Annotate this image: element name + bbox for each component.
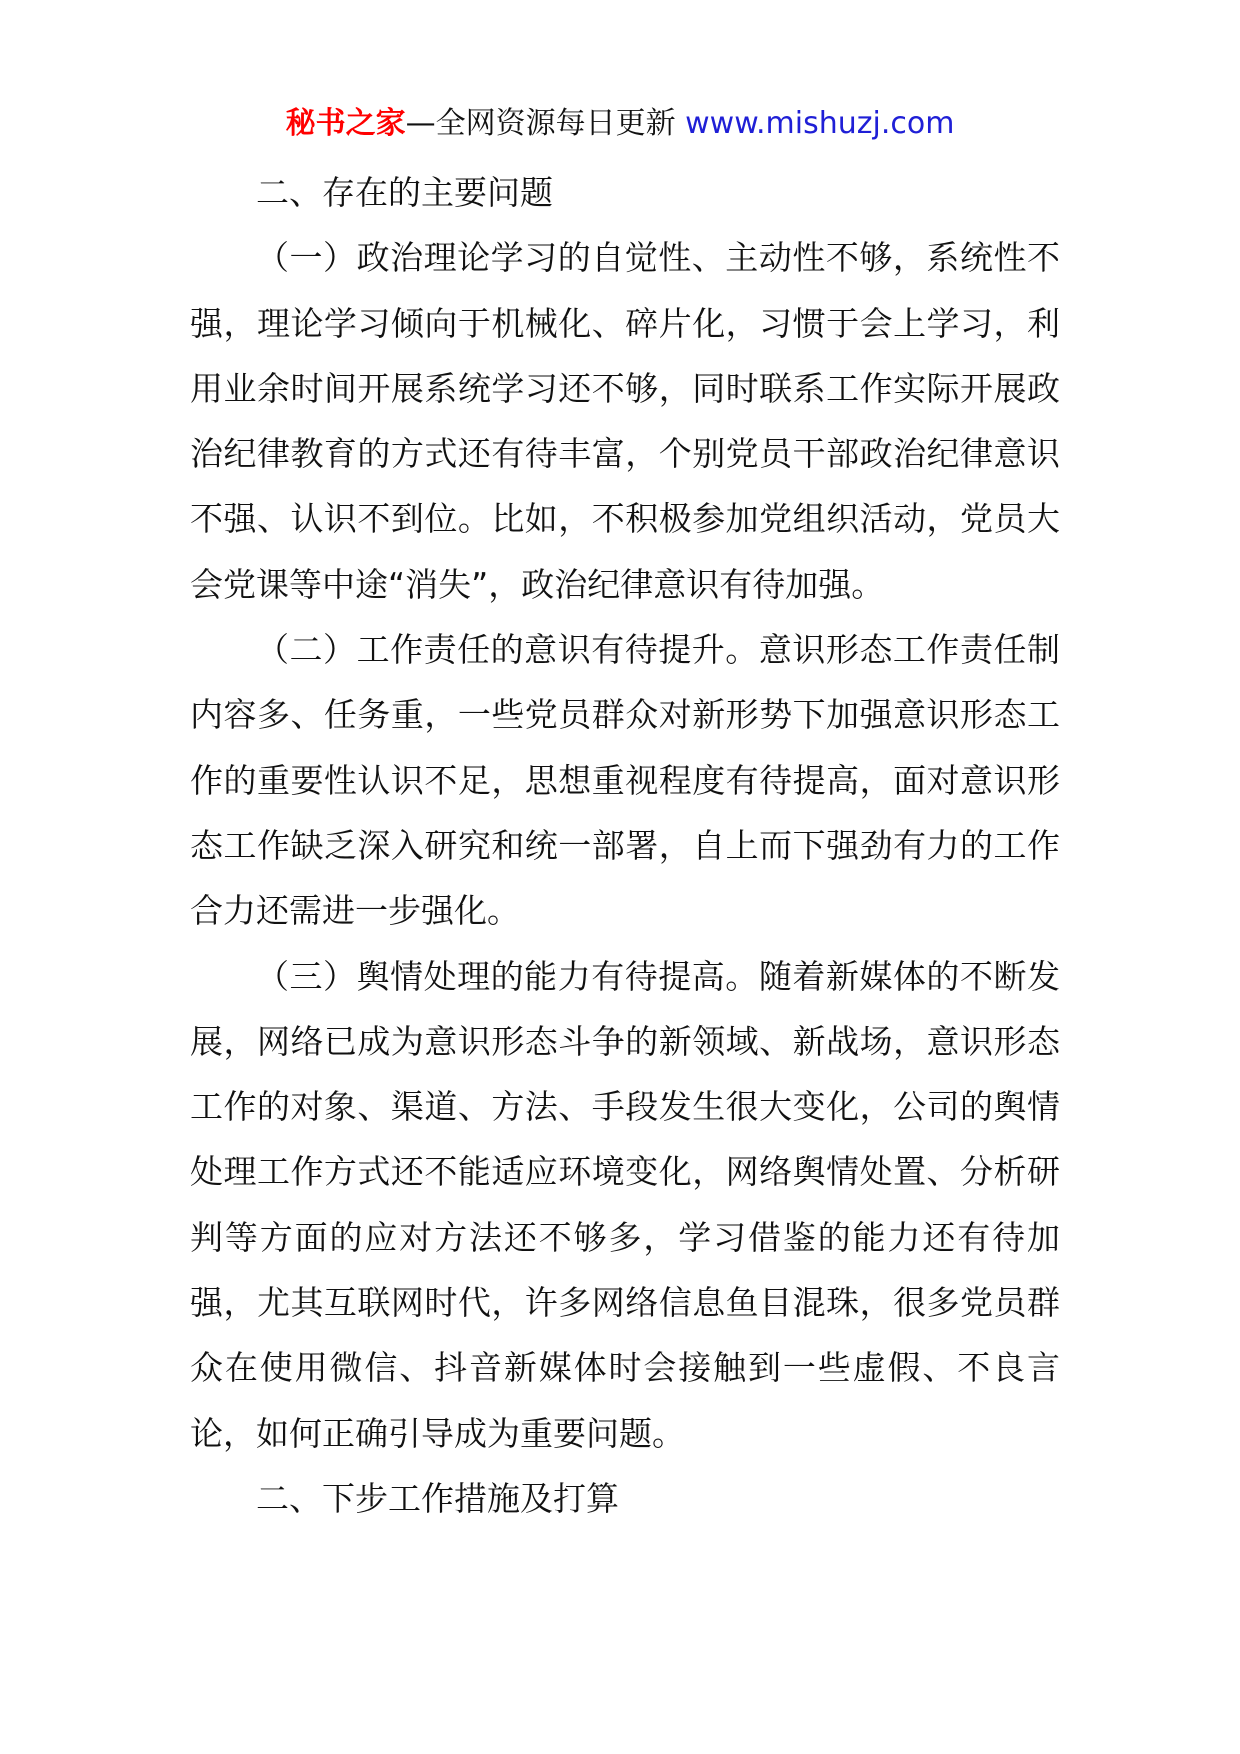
section-heading-next-steps: 二、下步工作措施及打算 (256, 1478, 619, 1518)
paragraph-political-study: （一）政治理论学习的自觉性、主动性不够，系统性不强，理论学习倾向于机械化、碎片化，习惯于会上学习，利用业余时间开展系统学习还不够，同时联系工作实际开展政治纪律教育的方式还有待丰富，个别党员干部政治纪律意识不强、认识不到位。比如，不积极参加党组织活动，党员大会党课等中途“消失”，政治纪律意识有待加强。 (190, 238, 1060, 604)
site-header (0, 98, 1240, 150)
site-url[interactable]: www.mishuzj.com (685, 106, 955, 141)
header-tagline: —全网资源每日更新 (405, 106, 686, 141)
section-heading-problems: 二、存在的主要问题 (256, 173, 553, 212)
document-body (190, 160, 1060, 1531)
brand-name: 秘书之家 (285, 106, 406, 141)
paragraph-public-opinion: （三）舆情处理的能力有待提高。随着新媒体的不断发展，网络已成为意识形态斗争的新领域、新战场，意识形态工作的对象、渠道、方法、手段发生很大变化，公司的舆情处理工作方式还不能适应环境变化，网络舆情处置、分析研判等方面的应对方法还不够多，学习借鉴的能力还有待加强，尤其互联网时代，许多网络信息鱼目混珠，很多党员群众在使用微信、抖音新媒体时会接触到一些虚假、不良言论，如何正确引导成为重要问题。 (190, 956, 1060, 1453)
paragraph-work-responsibility: （二）工作责任的意识有待提升。意识形态工作责任制内容多、任务重，一些党员群众对新形势下加强意识形态工作的重要性认识不足，思想重视程度有待提高，面对意识形态工作缺乏深入研究和统一部署，自上而下强劲有力的工作合力还需进一步强化。 (190, 630, 1060, 931)
